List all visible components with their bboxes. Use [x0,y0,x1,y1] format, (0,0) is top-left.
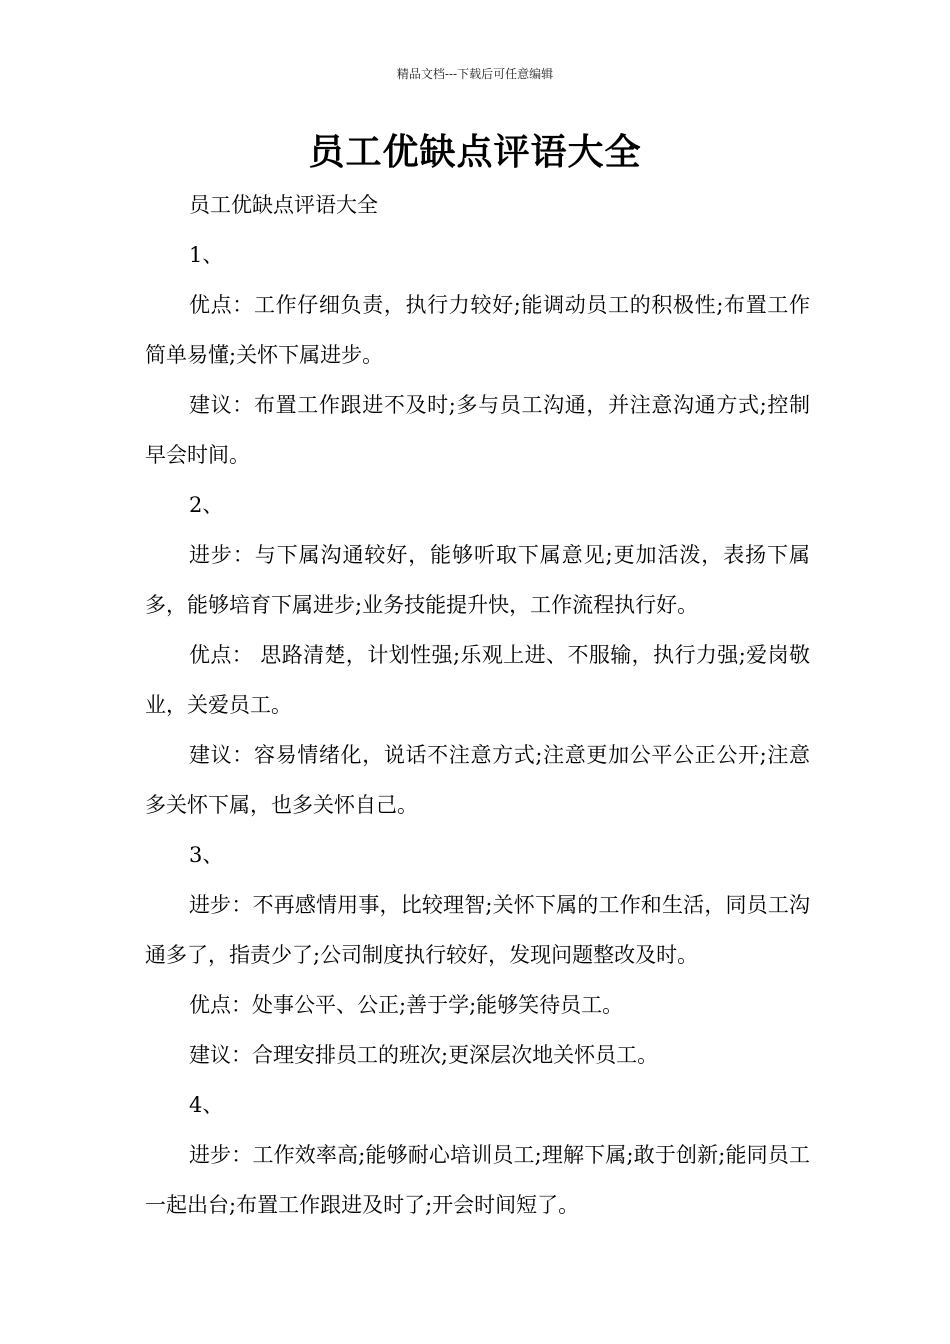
paragraph: 建议：容易情绪化，说话不注意方式;注意更加公平公正公开;注意多关怀下属，也多关怀自己。 [145,743,810,817]
page-header: 精品文档---下载后可任意编辑 [396,67,554,81]
paragraph: 4、 [189,1093,224,1117]
paragraph: 优点：处事公平、公正;善于学;能够笑待员工。 [189,993,624,1017]
paragraph: 1、 [189,243,224,267]
paragraph: 进步：工作效率高;能够耐心培训员工;理解下属;敢于创新;能同员工一起出台;布置工作跟进及时了;开会时间短了。 [145,1143,810,1217]
paragraph: 建议：布置工作跟进不及时;多与员工沟通，并注意沟通方式;控制早会时间。 [145,393,810,467]
paragraph: 2、 [189,493,224,517]
paragraph: 3、 [189,843,224,867]
paragraph: 建议：合理安排员工的班次;更深层次地关怀员工。 [189,1043,659,1067]
paragraph: 进步：不再感情用事，比较理智;关怀下属的工作和生活，同员工沟通多了，指责少了;公司制度执行较好，发现问题整改及时。 [145,893,810,967]
document-title: 员工优缺点评语大全 [308,132,642,173]
paragraph: 员工优缺点评语大全 [189,193,378,217]
document-body [145,180,810,1230]
paragraph: 优点： 思路清楚，计划性强;乐观上进、不服输，执行力强;爱岗敬业，关爱员工。 [145,643,810,717]
paragraph: 进步：与下属沟通较好，能够听取下属意见;更加活泼，表扬下属多，能够培育下属进步;业务技能提升快，工作流程执行好。 [145,543,810,617]
paragraph: 优点：工作仔细负责，执行力较好;能调动员工的积极性;布置工作简单易懂;关怀下属进步。 [145,293,810,367]
